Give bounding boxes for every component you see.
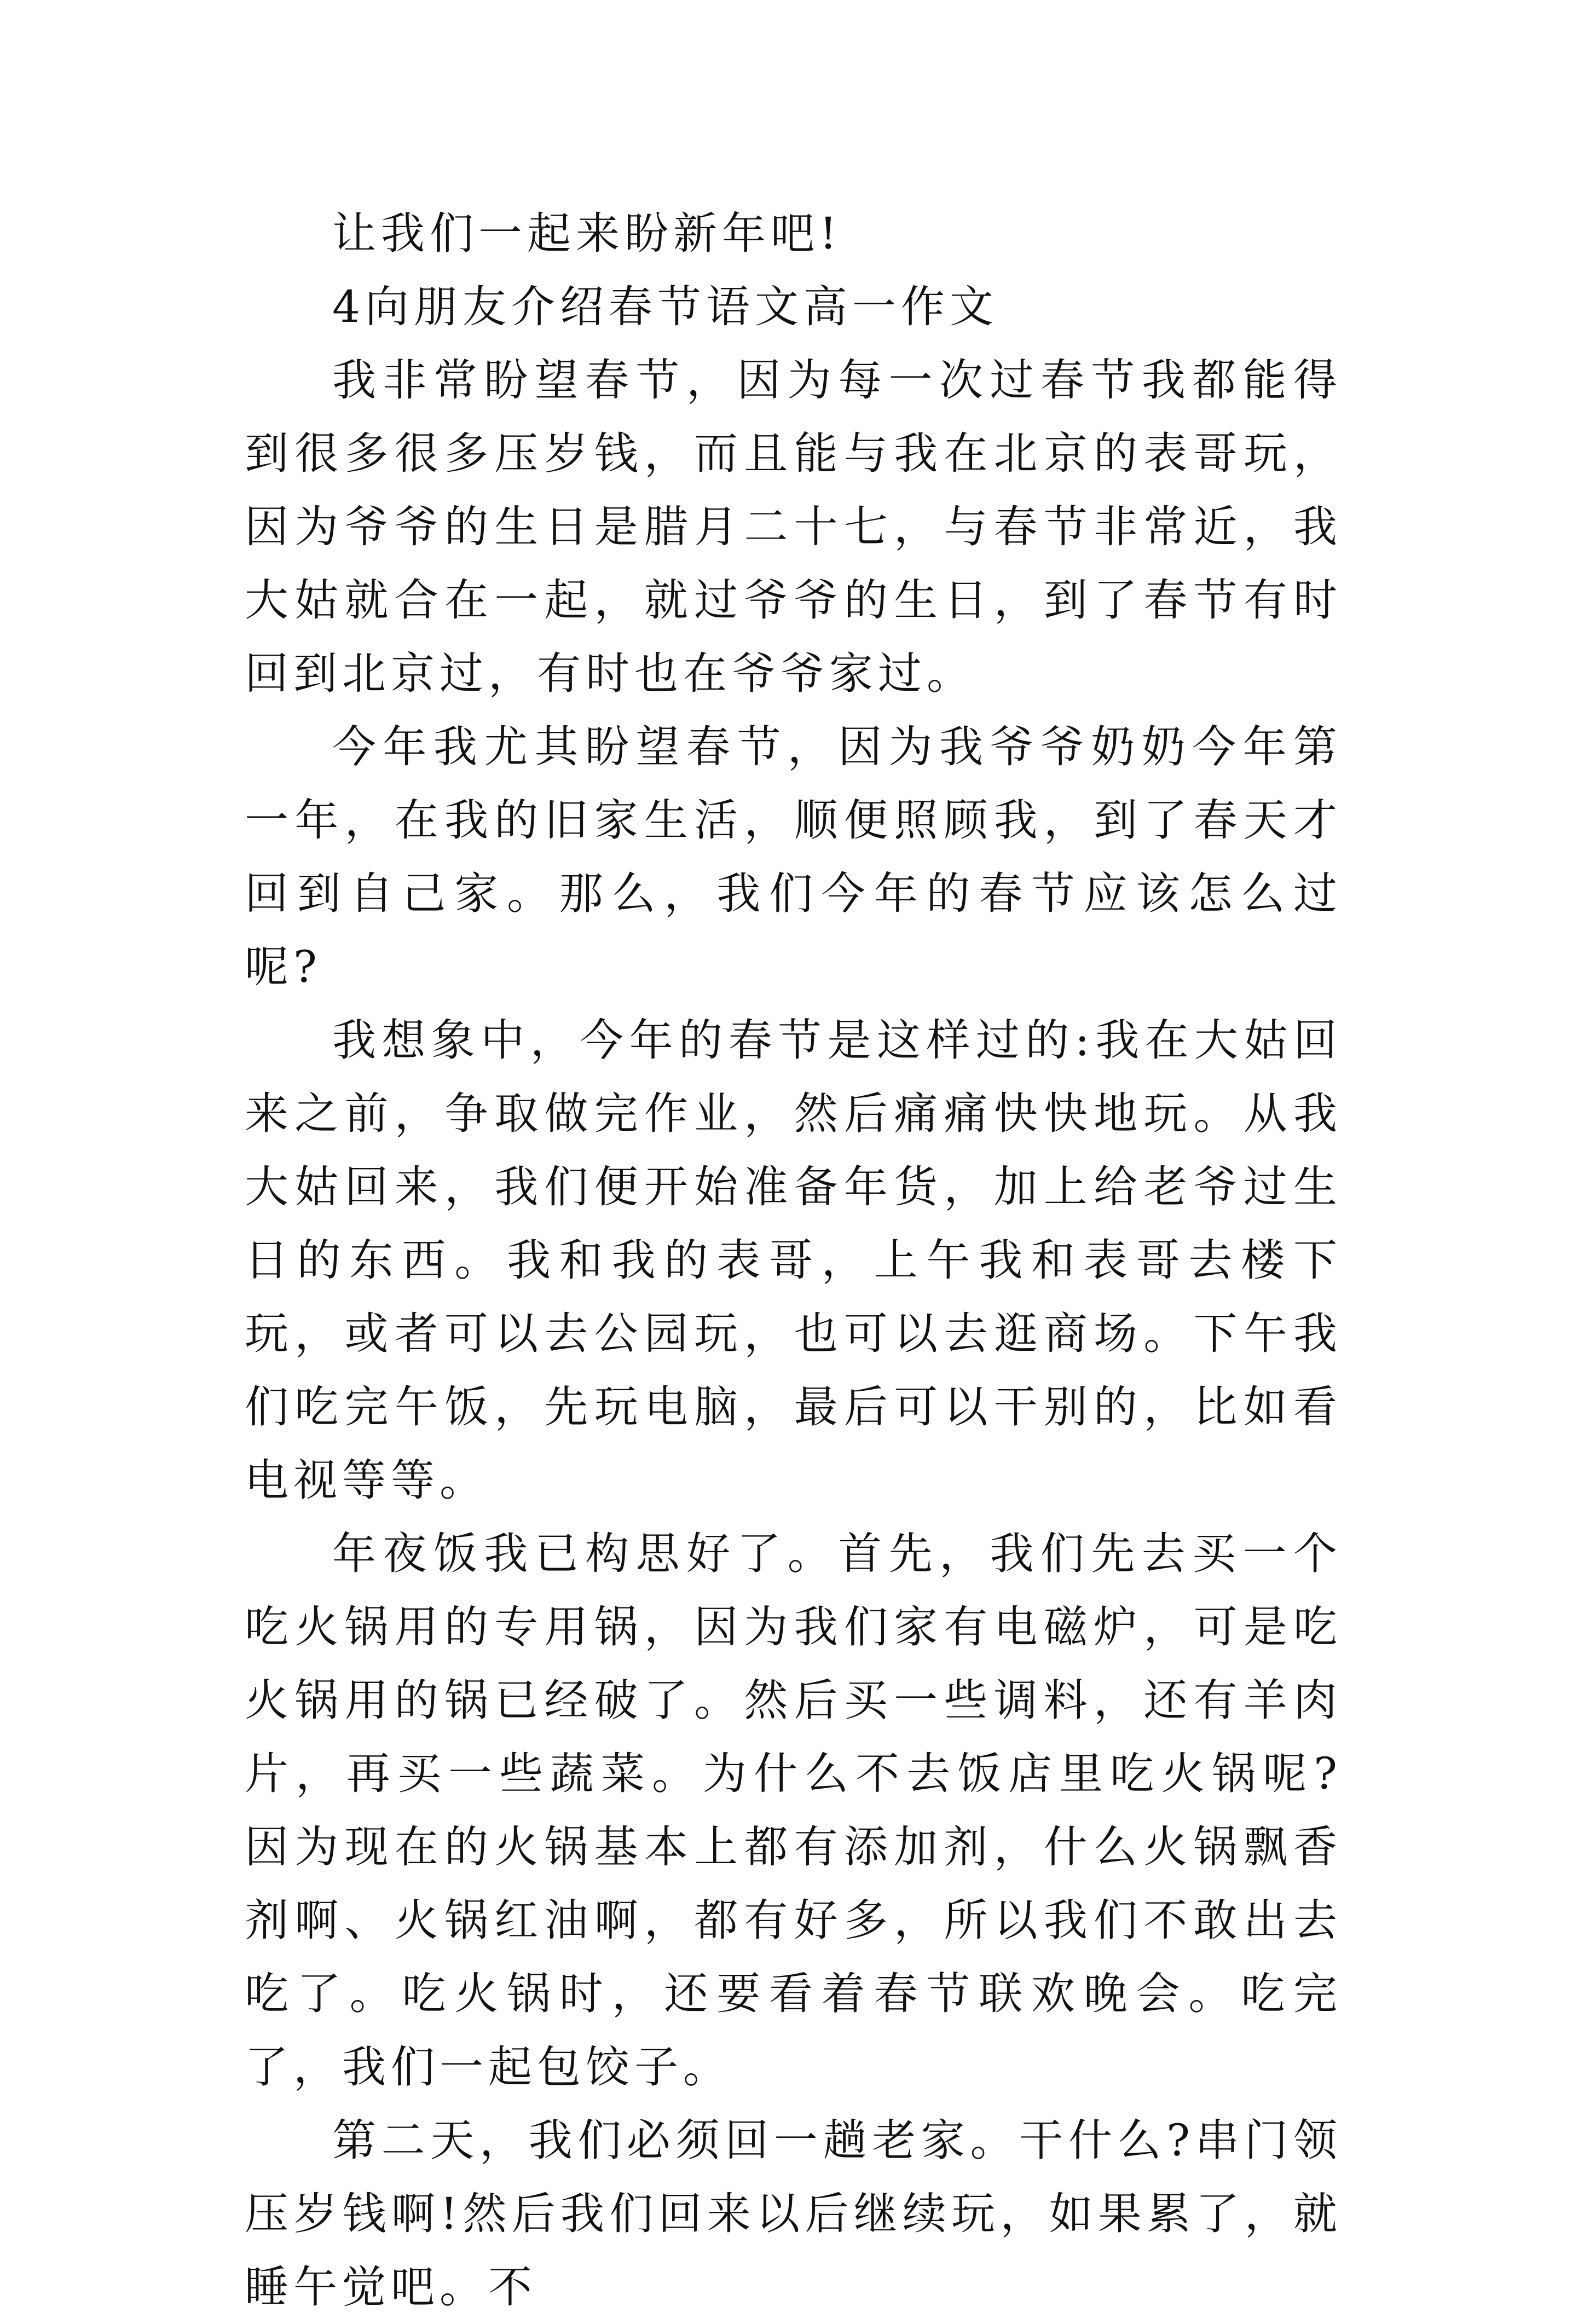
paragraph-this-year: 今年我尤其盼望春节，因为我爷爷奶奶今年第一年，在我的旧家生活，顺便照顾我，到了春天才回到自己家。那么，我们今年的春节应该怎么过呢?: [245, 721, 1342, 992]
paragraph-looking-forward: 我非常盼望春节，因为每一次过春节我都能得到很多很多压岁钱，而且能与我在北京的表哥玩，因为爷爷的生日是腊月二十七，与春节非常近，我大姑就合在一起，就过爷爷的生日，到了春节有时回到北京过，有时也在爷爷家过。: [245, 355, 1342, 699]
paragraph-closing-line: 让我们一起来盼新年吧!: [332, 208, 842, 259]
paragraph-second-day: 第二天，我们必须回一趟老家。干什么?串门领压岁钱啊!然后我们回来以后继续玩，如果累了，就睡午觉吧。不: [245, 2115, 1342, 2313]
paragraph-imagined-plan: 我想象中，今年的春节是这样过的:我在大姑回来之前，争取做完作业，然后痛痛快快地玩。从我大姑回来，我们便开始准备年货，加上给老爷过生日的东西。我和我的表哥，上午我和表哥去楼下玩，或者可以去公园玩，也可以去逛商场。下午我们吃完午饭，先玩电脑，最后可以干别的，比如看电视等等。: [245, 1015, 1342, 1506]
essay-heading: 4向朋友介绍春节语文高一作文: [332, 281, 998, 332]
document-body: [245, 197, 1342, 2324]
paragraph-new-year-dinner: 年夜饭我已构思好了。首先，我们先去买一个吃火锅用的专用锅，因为我们家有电磁炉，可是吃火锅用的锅已经破了。然后买一些调料，还有羊肉片，再买一些蔬菜。为什么不去饭店里吃火锅呢?因为现在的火锅基本上都有添加剂，什么火锅飘香剂啊、火锅红油啊，都有好多，所以我们不敢出去吃了。吃火锅时，还要看着春节联欢晚会。吃完了，我们一起包饺子。: [245, 1528, 1342, 2092]
